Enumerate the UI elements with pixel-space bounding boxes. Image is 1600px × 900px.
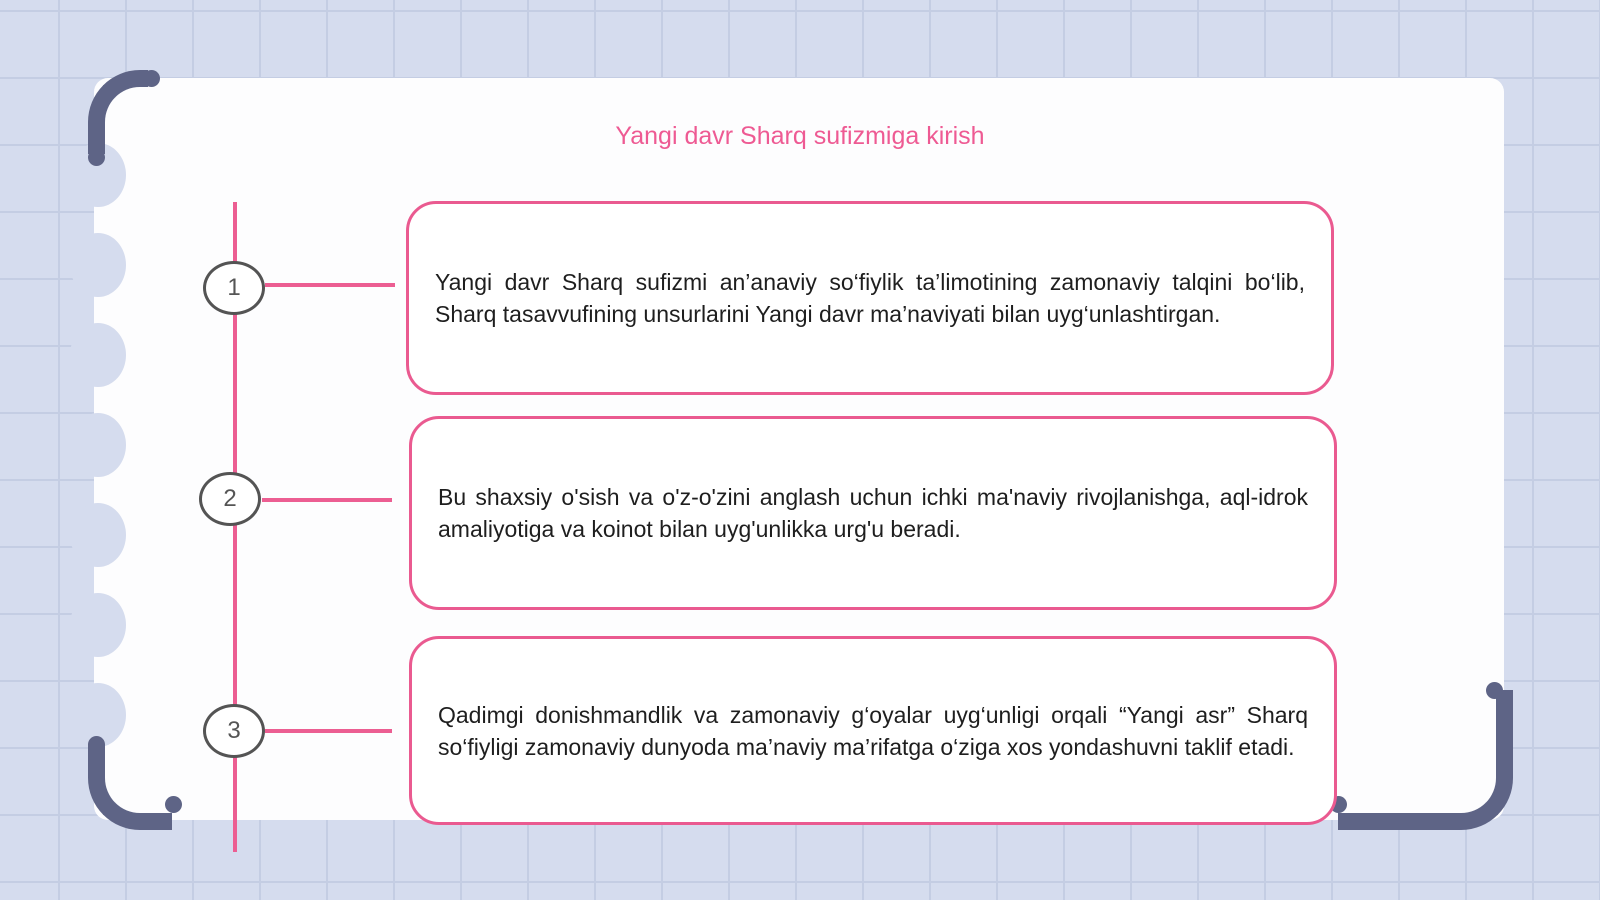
timeline-connector — [265, 729, 392, 733]
timeline-card-text: Yangi davr Sharq sufizmi an’anaviy so‘fiylik ta’limotining zamonaviy talqini bo‘lib, Sharq tasavvufining unsurlarini Yangi davr ma’naviyati bilan uyg‘unlashtirgan. — [435, 269, 1305, 327]
sheet-edge-notch — [70, 593, 126, 657]
page-title: Yangi davr Sharq sufizmiga kirish — [615, 122, 985, 150]
timeline-card-3 — [409, 636, 1337, 825]
timeline-marker-number: 2 — [223, 485, 237, 512]
frame-corner-bottom-right — [1338, 690, 1513, 830]
timeline-connector — [262, 498, 392, 502]
sheet-edge-notch — [70, 413, 126, 477]
timeline-card-1 — [406, 201, 1334, 395]
sheet-edge-notch — [70, 233, 126, 297]
timeline-connector — [265, 283, 395, 287]
timeline-card-text: Qadimgi donishmandlik va zamonaviy g‘oyalar uyg‘unligi orqali “Yangi asr” Sharq so‘fiyligi zamonaviy dunyoda ma’naviy ma’rifatga o‘ziga xos yondashuvni taklif etadi. — [438, 701, 1308, 760]
sheet-edge-notch — [70, 323, 126, 387]
timeline-card-2 — [409, 416, 1337, 610]
sheet-edge-notch — [70, 503, 126, 567]
timeline-card-text: Bu shaxsiy o'sish va o'z-o'zini anglash uchun ichki ma'naviy rivojlanishga, aql-idrok amaliyotiga va koinot bilan uyg'unlikka urg'u beradi. — [438, 484, 1308, 542]
timeline-marker-1 — [203, 261, 265, 315]
timeline-marker-number: 3 — [227, 717, 241, 744]
timeline-marker-2 — [199, 472, 261, 526]
timeline-marker-number: 1 — [227, 274, 241, 301]
timeline-marker-3 — [203, 704, 265, 758]
